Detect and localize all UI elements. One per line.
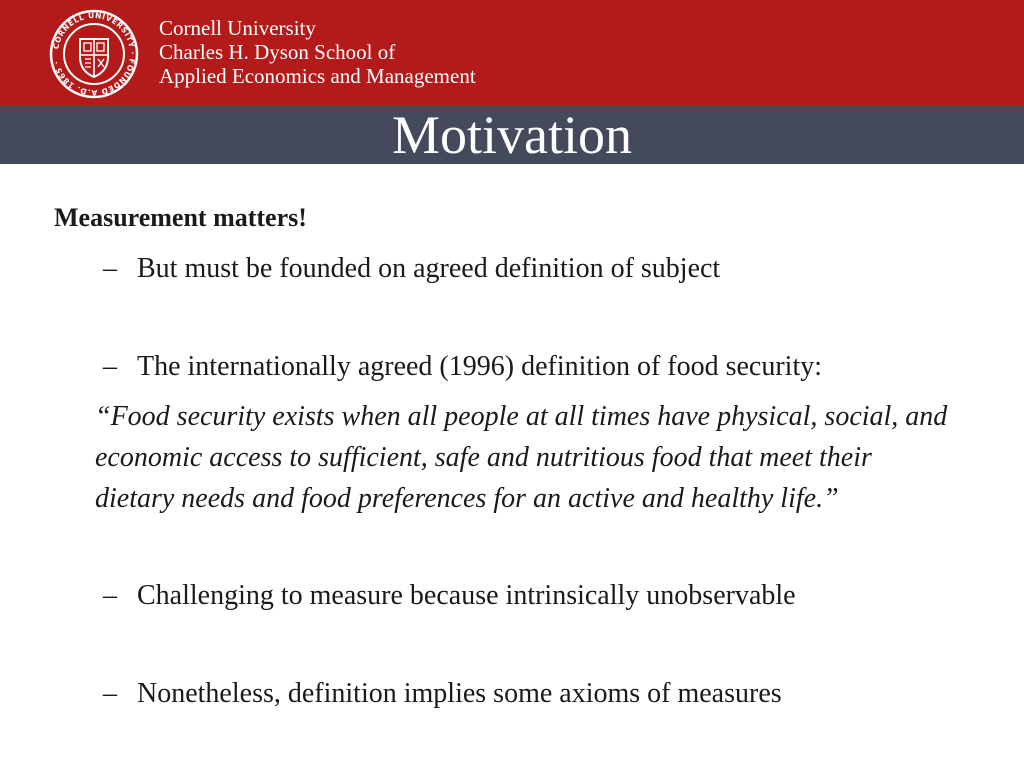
bullet-text: Nonetheless, definition implies some axioms of measures: [137, 678, 782, 709]
svg-text:CORNELL UNIVERSITY · FOUNDED A: CORNELL UNIVERSITY · FOUNDED A.D. 1865 ·: [51, 10, 138, 98]
bullet-text: Challenging to measure because intrinsically unobservable: [137, 580, 796, 611]
dash-bullet-icon: –: [103, 678, 117, 709]
slide-heading: Measurement matters!: [54, 203, 307, 232]
bullet-text: The internationally agreed (1996) definition of food security:: [137, 351, 823, 382]
dash-bullet-icon: –: [103, 351, 117, 382]
bullet-item: [103, 578, 796, 614]
dash-bullet-icon: –: [103, 253, 117, 284]
cornell-seal-logo: [49, 9, 139, 99]
bullet-item: [103, 251, 720, 287]
institution-line-3: Applied Economics and Management: [159, 64, 476, 88]
institution-line-2: Charles H. Dyson School of: [159, 40, 396, 64]
bullet-item: [103, 349, 822, 385]
bullet-item: [103, 676, 782, 712]
dash-bullet-icon: –: [103, 580, 117, 611]
institution-name: [159, 16, 476, 88]
institution-line-1: Cornell University: [159, 16, 316, 40]
food-security-definition-quote: “Food security exists when all people at all times have physical, social, and economic access to sufficient, safe and nutritious food that meet their dietary needs and food preferences for an active and healthy life.”: [95, 401, 948, 514]
header-band: [0, 0, 1024, 106]
bullet-text: But must be founded on agreed definition of subject: [137, 253, 721, 284]
slide-title: Motivation: [392, 105, 632, 165]
